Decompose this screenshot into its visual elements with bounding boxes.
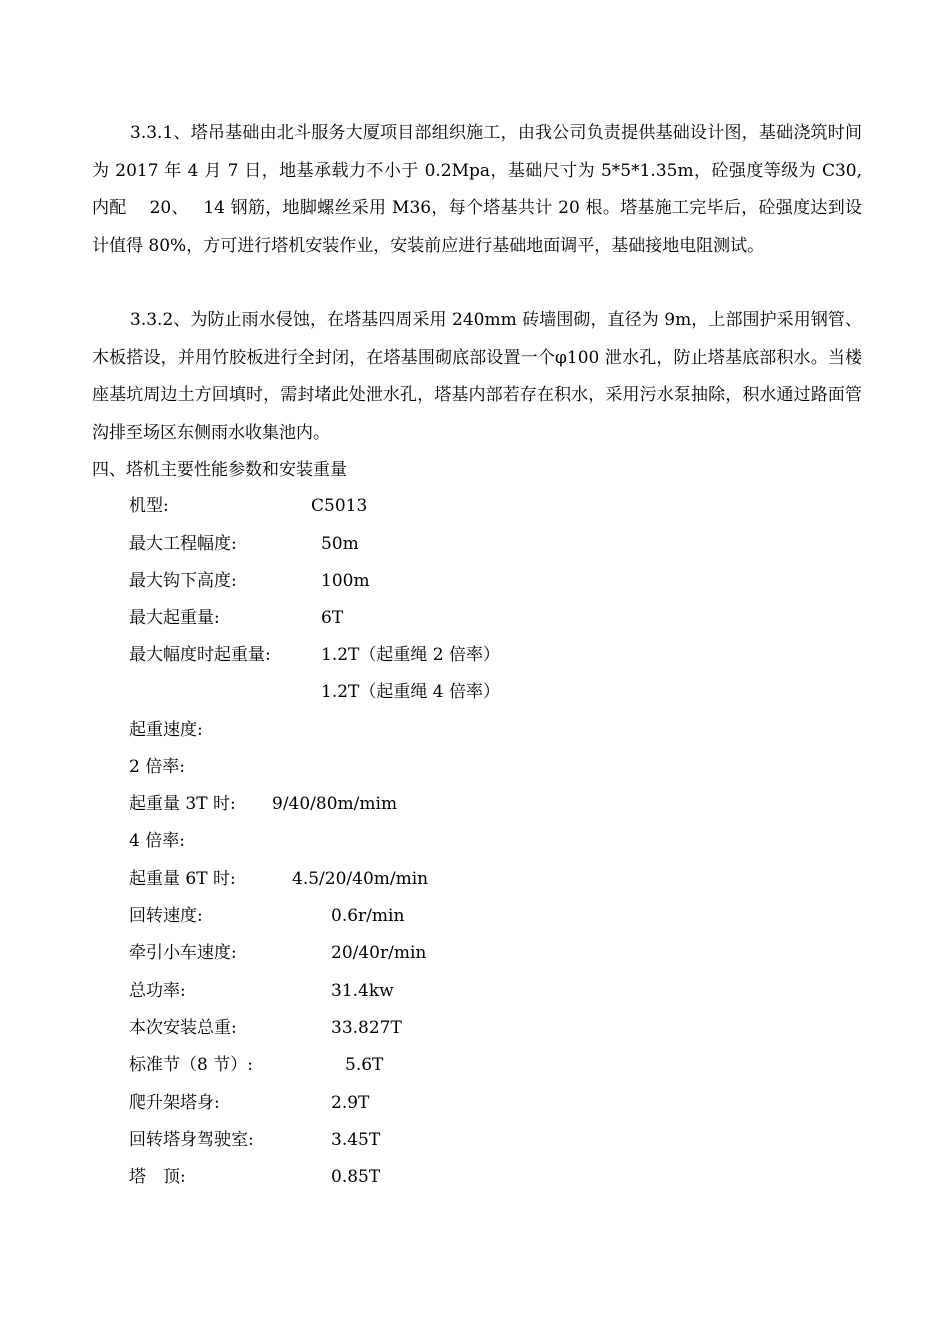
section-heading: 四、塔机主要性能参数和安装重量 bbox=[92, 460, 347, 480]
spec-value: 20/40r/min bbox=[331, 943, 427, 963]
spec-value: 5.6T bbox=[345, 1055, 384, 1075]
spec-label: 起重量 6T 时: bbox=[129, 869, 236, 889]
paragraph-3-3-1: 3.3.1、塔吊基础由北斗服务大厦项目部组织施工，由我公司负责提供基础设计图，基础浇筑时间为 2017 年 4 月 7 日，地基承载力不小于 0.2Mpa，基础尺寸为 5*5*1.35m，砼强度等级为 C30,内配 20、 14 钢筋，地脚螺丝采用 M36，每个塔基共计 20 根。塔基施工完毕后，砼强度达到设计值得 80%，方可进行塔机安装作业，安装前应进行基础地面调平，基础接地电阻测试。 bbox=[92, 123, 862, 256]
spec-label: 回转速度: bbox=[129, 906, 203, 926]
spec-value: 50m bbox=[321, 534, 359, 554]
spec-value: 3.45T bbox=[331, 1130, 381, 1150]
spec-label: 4 倍率: bbox=[129, 831, 185, 851]
spec-value: 0.85T bbox=[331, 1167, 381, 1187]
spec-label: 本次安装总重: bbox=[129, 1018, 237, 1038]
spec-value: 6T bbox=[321, 608, 344, 628]
spec-value: 33.827T bbox=[331, 1018, 402, 1038]
spec-label: 2 倍率: bbox=[129, 757, 185, 777]
spec-label: 回转塔身驾驶室: bbox=[129, 1130, 254, 1150]
spec-value: C5013 bbox=[311, 496, 368, 516]
spec-value: 1.2T（起重绳 4 倍率） bbox=[321, 682, 500, 702]
spec-value: 31.4kw bbox=[331, 981, 394, 1001]
spec-value: 2.9T bbox=[331, 1093, 370, 1113]
spec-value: 4.5/20/40m/min bbox=[292, 869, 429, 889]
spec-label: 爬升架塔身: bbox=[129, 1093, 220, 1113]
spec-value: 0.6r/min bbox=[331, 906, 405, 926]
spec-label: 最大钩下高度: bbox=[129, 571, 237, 591]
spec-label: 起重量 3T 时: bbox=[129, 794, 236, 814]
spec-label: 机型: bbox=[129, 496, 169, 516]
spec-value: 9/40/80m/mim bbox=[272, 794, 398, 814]
spec-label: 最大工程幅度: bbox=[129, 534, 237, 554]
spec-label: 塔 顶: bbox=[129, 1167, 186, 1187]
spec-label: 最大幅度时起重量: bbox=[129, 645, 271, 665]
paragraph-3-3-2: 3.3.2、为防止雨水侵蚀，在塔基四周采用 240mm 砖墙围砌，直径为 9m，上部围护采用钢管、木板搭设，并用竹胶板进行全封闭，在塔基围砌底部设置一个φ100 泄水孔，防止塔基底部积水。当楼座基坑周边土方回填时，需封堵此处泄水孔，塔基内部若存在积水，采用污水泵抽除，积水通过路面管沟排至场区东侧雨水收集池内。 bbox=[92, 310, 862, 443]
spec-label: 起重速度: bbox=[129, 720, 203, 740]
spec-label: 标准节（8 节）: bbox=[129, 1055, 253, 1075]
spec-value: 1.2T（起重绳 2 倍率） bbox=[321, 645, 500, 665]
spec-value: 100m bbox=[321, 571, 370, 591]
spec-label: 总功率: bbox=[129, 981, 186, 1001]
spec-label: 牵引小车速度: bbox=[129, 943, 237, 963]
spec-label: 最大起重量: bbox=[129, 608, 220, 628]
